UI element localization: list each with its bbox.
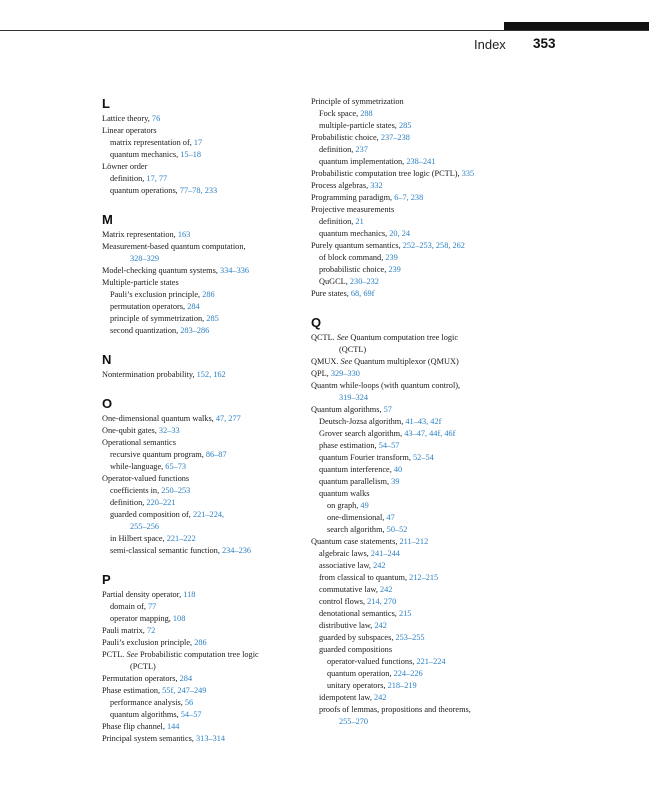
section-letter: N — [102, 352, 112, 367]
page-reference-link[interactable]: 47 — [386, 513, 395, 522]
entry-term: idempotent law, — [319, 693, 374, 702]
entry-term: performance analysis, — [110, 698, 185, 707]
entry-term: denotational semantics, — [319, 609, 399, 618]
index-entry — [311, 668, 551, 680]
page-reference-link[interactable]: 55f, 247–249 — [162, 686, 207, 695]
entry-term: operator-valued functions, — [327, 657, 417, 666]
page-reference-link[interactable]: 253–255 — [395, 633, 425, 642]
index-entry — [102, 137, 338, 149]
index-entry — [102, 473, 338, 485]
index-entry — [102, 625, 338, 637]
page-reference-link[interactable]: 285 — [398, 121, 412, 130]
index-column-left — [102, 96, 338, 760]
index-entry — [102, 509, 338, 521]
index-entry — [311, 96, 551, 108]
entry-term-continued: Quantum computation tree logic — [348, 333, 459, 342]
index-entry — [102, 685, 338, 697]
index-entry — [102, 497, 338, 509]
entry-term: Pauli matrix, — [102, 626, 147, 635]
entry-term: definition, — [319, 145, 356, 154]
index-entry — [102, 113, 338, 125]
index-entry — [311, 452, 551, 464]
index-entry — [102, 637, 338, 649]
page-reference-link[interactable]: 6–7, 238 — [394, 193, 424, 202]
index-entry — [311, 428, 551, 440]
entry-term: Permutation operators, — [102, 674, 180, 683]
index-entry — [311, 192, 551, 204]
index-entry — [311, 644, 551, 656]
page-reference-link[interactable]: 332 — [370, 181, 383, 190]
index-entry — [311, 392, 551, 404]
entry-term: probabilistic choice, — [319, 265, 389, 274]
page-reference-link[interactable]: 215 — [398, 609, 412, 618]
page-reference-link[interactable]: 108 — [172, 614, 186, 623]
index-entry — [102, 369, 338, 381]
page-reference-link[interactable]: 283–286 — [180, 326, 210, 335]
entry-term: QPL, — [311, 369, 331, 378]
entry-term: search algorithm, — [327, 525, 387, 534]
page-reference-link[interactable]: 221–224, — [192, 510, 225, 519]
page-reference-link[interactable]: 39 — [391, 477, 400, 486]
see-reference: See — [126, 650, 138, 659]
entry-term: quantum walks — [319, 489, 370, 498]
index-entry — [102, 325, 338, 337]
entry-term: Model-checking quantum systems, — [102, 266, 220, 275]
entry-term: definition, — [319, 217, 356, 226]
page-reference-link[interactable]: 17, 77 — [146, 174, 168, 183]
index-entry — [102, 601, 338, 613]
page-reference-link[interactable]: 241–244 — [370, 549, 400, 558]
index-entry — [311, 332, 551, 344]
entry-term: definition, — [110, 174, 147, 183]
entry-term: algebraic laws, — [319, 549, 371, 558]
entry-term: quantum Fourier transform, — [319, 453, 414, 462]
index-entry — [102, 253, 338, 265]
page-reference-link[interactable]: 212–215 — [409, 573, 439, 582]
page-reference-link[interactable]: 152, 162 — [196, 370, 226, 379]
index-entry — [102, 521, 338, 533]
entry-term: commutative law, — [319, 585, 380, 594]
page-reference-link[interactable]: 319–324 — [339, 393, 369, 402]
page-reference-link[interactable]: 220–221 — [146, 498, 176, 507]
index-entry — [102, 185, 338, 197]
page-reference-link[interactable]: 335 — [461, 169, 475, 178]
index-entry — [102, 229, 338, 241]
entry-term: quantum mechanics, — [319, 229, 390, 238]
entry-term: permutation operators, — [110, 302, 188, 311]
index-entry — [102, 709, 338, 721]
index-entry — [311, 524, 551, 536]
page-reference-link[interactable]: 17 — [193, 138, 203, 147]
entry-term: Projective measurements — [311, 205, 395, 214]
page-reference-link[interactable]: 255–270 — [339, 717, 369, 726]
page-reference-link[interactable]: 76 — [151, 114, 161, 123]
page-reference-link[interactable]: 221–222 — [166, 534, 196, 543]
index-section — [102, 396, 338, 557]
entry-term: Matrix representation, — [102, 230, 178, 239]
page-reference-link[interactable]: 52–54 — [413, 453, 434, 462]
entry-term: quantum operations, — [110, 186, 180, 195]
index-entry — [311, 252, 551, 264]
entry-term: operator mapping, — [110, 614, 173, 623]
page-reference-link[interactable]: 242 — [373, 561, 386, 570]
index-entry — [311, 548, 551, 560]
running-header-label: Index — [474, 37, 506, 52]
index-entry — [102, 301, 338, 313]
index-entry — [311, 404, 551, 416]
page-reference-link[interactable]: 54–57 — [378, 441, 400, 450]
entry-term: on graph, — [327, 501, 361, 510]
entry-term: quantum parallelism, — [319, 477, 392, 486]
entry-term: Process algebras, — [311, 181, 371, 190]
page-reference-link[interactable]: 144 — [166, 722, 180, 731]
entry-term: domain of, — [110, 602, 149, 611]
entry-term: Partial density operator, — [102, 590, 184, 599]
index-entry — [311, 344, 551, 356]
index-entry — [102, 313, 338, 325]
index-section — [311, 315, 551, 728]
index-entry — [311, 228, 551, 240]
entry-term: guarded compositions — [319, 645, 393, 654]
entry-term: Deutsch-Jozsa algorithm, — [319, 417, 406, 426]
index-entry — [311, 356, 551, 368]
index-entry — [311, 464, 551, 476]
index-entry — [311, 692, 551, 704]
entry-term: from classical to quantum, — [319, 573, 410, 582]
entry-term: Principle of symmetrization — [311, 97, 404, 106]
entry-term: Quantum case statements, — [311, 537, 400, 546]
page-reference-link[interactable]: 242 — [379, 585, 393, 594]
index-entry — [311, 276, 551, 288]
page-reference-link[interactable]: 239 — [388, 265, 401, 274]
index-entry — [102, 697, 338, 709]
page-reference-link[interactable]: 218–219 — [387, 681, 417, 690]
page-reference-link[interactable]: 32–33 — [158, 426, 180, 435]
page-reference-link[interactable]: 54–57 — [180, 710, 202, 719]
index-entry — [311, 536, 551, 548]
index-entry — [102, 149, 338, 161]
index-entry — [311, 380, 551, 392]
index-entry — [102, 733, 338, 745]
entry-term: QMUX. — [311, 357, 341, 366]
index-entry — [311, 440, 551, 452]
entry-term: quantum interference, — [319, 465, 394, 474]
entry-term: Purely quantum semantics, — [311, 241, 403, 250]
entry-term: Quantum algorithms, — [311, 405, 384, 414]
entry-term: Measurement-based quantum computation, — [102, 242, 246, 251]
index-section — [311, 96, 551, 300]
index-entry — [311, 572, 551, 584]
entry-term: while-language, — [110, 462, 166, 471]
entry-term: semi-classical semantic function, — [110, 546, 222, 555]
index-entry — [311, 500, 551, 512]
entry-term-continued: Probabilistic computation tree logic — [137, 650, 259, 659]
index-entry — [311, 132, 551, 144]
section-letter: O — [102, 396, 113, 411]
page-reference-link[interactable]: 163 — [177, 230, 191, 239]
page-reference-link[interactable]: 72 — [146, 626, 156, 635]
page-reference-link[interactable]: 234–236 — [221, 546, 252, 555]
index-entry — [102, 461, 338, 473]
entry-term: quantum operation, — [327, 669, 394, 678]
entry-term: quantum implementation, — [319, 157, 407, 166]
index-column-right — [311, 96, 551, 743]
page-reference-link[interactable]: 329–330 — [330, 369, 360, 378]
entry-term: Probabilistic computation tree logic (PCTL), — [311, 169, 462, 178]
index-section — [102, 352, 338, 381]
section-letter: M — [102, 212, 113, 227]
entry-term: definition, — [110, 498, 147, 507]
entry-term: (PCTL) — [130, 662, 156, 671]
entry-term: Linear operators — [102, 126, 157, 135]
entry-term: Quantm while-loops (with quantum control), — [311, 381, 461, 390]
entry-term: in Hilbert space, — [110, 534, 167, 543]
header-rule-line — [0, 30, 649, 31]
entry-term: PCTL. — [102, 650, 127, 659]
index-entry — [102, 413, 338, 425]
page-reference-link[interactable]: 214, 270 — [367, 597, 397, 606]
index-entry — [311, 204, 551, 216]
index-entry — [102, 673, 338, 685]
entry-term: phase estimation, — [319, 441, 379, 450]
page-reference-link[interactable]: 21 — [355, 217, 364, 226]
page-reference-link[interactable]: 50–52 — [386, 525, 408, 534]
page-reference-link[interactable]: 237 — [355, 145, 368, 154]
page-reference-link[interactable]: 20, 24 — [389, 229, 411, 238]
page-reference-link[interactable]: 86–87 — [205, 450, 227, 459]
entry-term: multiple-particle states, — [319, 121, 399, 130]
entry-term: One-dimensional quantum walks, — [102, 414, 216, 423]
page-reference-link[interactable]: 239 — [385, 253, 398, 262]
entry-term: Lattice theory, — [102, 114, 152, 123]
entry-term: recursive quantum program, — [110, 450, 206, 459]
see-reference: See — [336, 333, 349, 342]
entry-term: Probabilistic choice, — [311, 133, 381, 142]
index-entry — [311, 680, 551, 692]
page-reference-link[interactable]: 68, 69f — [350, 289, 375, 298]
index-entry — [311, 180, 551, 192]
page-reference-link[interactable]: 118 — [183, 590, 196, 599]
entry-term: distributive law, — [319, 621, 375, 630]
entry-term: QCTL. — [311, 333, 337, 342]
entry-term: (QCTL) — [339, 345, 367, 354]
page-reference-link[interactable]: 328–329 — [130, 254, 160, 263]
entry-term: control flows, — [319, 597, 368, 606]
entry-term: quantum algorithms, — [110, 710, 181, 719]
entry-term: One-qubit gates, — [102, 426, 159, 435]
page-number: 353 — [533, 36, 556, 51]
entry-term: Grover search algorithm, — [319, 429, 405, 438]
page-reference-link[interactable]: 41–43, 42f — [405, 417, 442, 426]
index-entry — [311, 240, 551, 252]
index-entry — [311, 596, 551, 608]
index-entry — [311, 632, 551, 644]
page-reference-link[interactable]: 242 — [374, 621, 387, 630]
page-reference-link[interactable]: 40 — [393, 465, 403, 474]
index-entry — [311, 656, 551, 668]
page-reference-link[interactable]: 334–336 — [219, 266, 250, 275]
index-entry — [102, 277, 338, 289]
index-entry — [311, 144, 551, 156]
page-reference-link[interactable]: 285 — [206, 314, 219, 323]
index-entry — [311, 608, 551, 620]
entry-term: Phase flip channel, — [102, 722, 167, 731]
index-entry — [102, 613, 338, 625]
entry-term: Operational semantics — [102, 438, 176, 447]
entry-term: matrix representation of, — [110, 138, 194, 147]
index-entry — [311, 216, 551, 228]
index-entry — [311, 476, 551, 488]
index-entry — [311, 368, 551, 380]
index-entry — [311, 488, 551, 500]
page-reference-link[interactable]: 255–256 — [130, 522, 160, 531]
entry-term: quantum mechanics, — [110, 150, 181, 159]
index-entry — [102, 649, 338, 661]
index-entry — [102, 265, 338, 277]
page-reference-link[interactable]: 57 — [383, 405, 392, 414]
page-reference-link[interactable]: 284 — [187, 302, 200, 311]
page-reference-link[interactable]: 49 — [360, 501, 369, 510]
page-reference-link[interactable]: 252–253, 258, 262 — [402, 241, 465, 250]
section-letter: P — [102, 572, 111, 587]
entry-term-continued: Quantum multiplexor (QMUX) — [352, 357, 459, 366]
entry-term: guarded composition of, — [110, 510, 193, 519]
page-reference-link[interactable]: 238–241 — [406, 157, 436, 166]
index-entry — [102, 533, 338, 545]
page-reference-link[interactable]: 286 — [202, 290, 215, 299]
page-reference-link[interactable]: 15–18 — [180, 150, 202, 159]
entry-term: proofs of lemmas, propositions and theorems, — [319, 705, 471, 714]
page-reference-link[interactable]: 65–73 — [165, 462, 187, 471]
index-entry — [311, 716, 551, 728]
index-entry — [311, 584, 551, 596]
page-reference-link[interactable]: 284 — [179, 674, 193, 683]
entry-term: Principal system semantics, — [102, 734, 197, 743]
entry-term: Phase estimation, — [102, 686, 163, 695]
entry-term: Multiple-particle states — [102, 278, 179, 287]
entry-term: Fock space, — [319, 109, 361, 118]
index-entry — [311, 512, 551, 524]
entry-term: of block command, — [319, 253, 386, 262]
entry-term: Löwner order — [102, 162, 148, 171]
entry-term: QuGCL, — [319, 277, 350, 286]
index-entry — [102, 125, 338, 137]
index-section — [102, 212, 338, 337]
entry-term: Operator-valued functions — [102, 474, 190, 483]
index-section — [102, 96, 338, 197]
entry-term: Pauli’s exclusion principle, — [102, 638, 195, 647]
entry-term: guarded by subspaces, — [319, 633, 396, 642]
index-entry — [102, 161, 338, 173]
entry-term: Pauli’s exclusion principle, — [110, 290, 203, 299]
page-reference-link[interactable]: 77 — [148, 602, 157, 611]
see-reference: See — [340, 357, 353, 366]
page-reference-link[interactable]: 224–226 — [393, 669, 423, 678]
index-entry — [102, 449, 338, 461]
index-entry — [311, 620, 551, 632]
section-letter: Q — [311, 315, 322, 330]
index-entry — [102, 289, 338, 301]
index-entry — [311, 156, 551, 168]
entry-term: Pure states, — [311, 289, 351, 298]
index-section — [102, 572, 338, 745]
index-entry — [311, 168, 551, 180]
page-reference-link[interactable]: 211–212 — [399, 537, 429, 546]
index-entry — [311, 416, 551, 428]
index-entry — [102, 437, 338, 449]
index-entry — [102, 485, 338, 497]
index-entry — [311, 120, 551, 132]
index-entry — [102, 589, 338, 601]
entry-term: coefficients in, — [110, 486, 162, 495]
page-reference-link[interactable]: 313–314 — [196, 734, 226, 743]
index-entry — [311, 288, 551, 300]
entry-term: second quantization, — [110, 326, 181, 335]
page-reference-link[interactable]: 221–224 — [416, 657, 446, 666]
index-entry — [311, 108, 551, 120]
page-reference-link[interactable]: 286 — [194, 638, 207, 647]
page-reference-link[interactable]: 43–47, 44f, 46f — [404, 429, 456, 438]
section-letter: L — [102, 96, 110, 111]
page-reference-link[interactable]: 77–78, 233 — [179, 186, 218, 195]
index-entry — [102, 425, 338, 437]
page-reference-link[interactable]: 288 — [360, 109, 373, 118]
page-reference-link[interactable]: 237–238 — [380, 133, 410, 142]
page-reference-link[interactable]: 47, 277 — [215, 414, 241, 423]
entry-term: principle of symmetrization, — [110, 314, 207, 323]
page-reference-link[interactable]: 56 — [184, 698, 194, 707]
index-entry — [102, 661, 338, 673]
entry-term: associative law, — [319, 561, 374, 570]
index-entry — [311, 560, 551, 572]
entry-term: Nontermination probability, — [102, 370, 197, 379]
index-entry — [311, 704, 551, 716]
index-entry — [102, 241, 338, 253]
entry-term: Programming paradigm, — [311, 193, 395, 202]
page-reference-link[interactable]: 230–232 — [349, 277, 379, 286]
index-entry — [102, 173, 338, 185]
page-reference-link[interactable]: 242 — [374, 693, 387, 702]
index-entry — [102, 545, 338, 557]
entry-term: one-dimensional, — [327, 513, 387, 522]
index-entry — [311, 264, 551, 276]
entry-term: unitary operators, — [327, 681, 388, 690]
index-entry — [102, 721, 338, 733]
page-reference-link[interactable]: 250–253 — [161, 486, 191, 495]
